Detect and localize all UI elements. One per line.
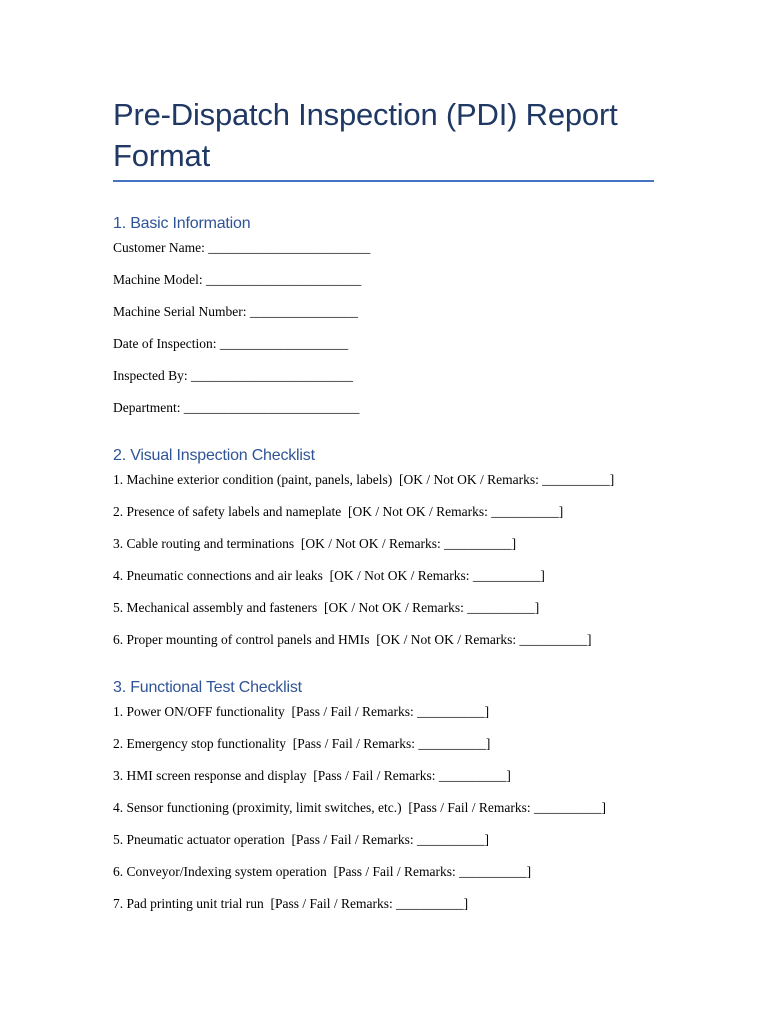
checklist-item: 6. Proper mounting of control panels and HMIs [OK / Not OK / Remarks: __________] — [113, 632, 592, 647]
field-machine-model: Machine Model: _______________________ — [113, 272, 362, 287]
title-line-1: Pre-Dispatch Inspection (PDI) Report — [113, 97, 618, 132]
checklist-item: 3. HMI screen response and display [Pass / Fail / Remarks: __________] — [113, 768, 511, 783]
field-machine-serial-number: Machine Serial Number: ________________ — [113, 304, 358, 319]
section-functional-test — [113, 678, 658, 912]
document-title — [113, 94, 658, 176]
section-visual-inspection — [113, 446, 658, 648]
checklist-item: 1. Power ON/OFF functionality [Pass / Fail / Remarks: __________] — [113, 704, 490, 719]
section-heading: 2. Visual Inspection Checklist — [113, 447, 315, 464]
title-underline — [113, 180, 654, 182]
field-department: Department: __________________________ — [113, 400, 360, 415]
section-heading: 3. Functional Test Checklist — [113, 679, 302, 696]
checklist-item: 6. Conveyor/Indexing system operation [Pass / Fail / Remarks: __________] — [113, 864, 532, 879]
field-inspected-by: Inspected By: ________________________ — [113, 368, 353, 383]
field-customer-name: Customer Name: ________________________ — [113, 240, 371, 255]
field-date-of-inspection: Date of Inspection: ___________________ — [113, 336, 349, 351]
section-basic-information — [113, 214, 658, 416]
checklist-item: 2. Presence of safety labels and nameplate [OK / Not OK / Remarks: __________] — [113, 504, 564, 519]
checklist-item: 2. Emergency stop functionality [Pass / Fail / Remarks: __________] — [113, 736, 491, 751]
checklist-item: 7. Pad printing unit trial run [Pass / Fail / Remarks: __________] — [113, 896, 469, 911]
checklist-item: 1. Machine exterior condition (paint, panels, labels) [OK / Not OK / Remarks: __________] — [113, 472, 615, 487]
title-line-2: Format — [113, 138, 210, 173]
section-heading: 1. Basic Information — [113, 215, 251, 232]
checklist-item: 4. Sensor functioning (proximity, limit switches, etc.) [Pass / Fail / Remarks: __________] — [113, 800, 606, 815]
checklist-item: 3. Cable routing and terminations [OK / Not OK / Remarks: __________] — [113, 536, 517, 551]
document-page — [113, 94, 658, 912]
checklist-item: 5. Mechanical assembly and fasteners [OK / Not OK / Remarks: __________] — [113, 600, 540, 615]
checklist-item: 4. Pneumatic connections and air leaks [OK / Not OK / Remarks: __________] — [113, 568, 545, 583]
checklist-item: 5. Pneumatic actuator operation [Pass / Fail / Remarks: __________] — [113, 832, 490, 847]
